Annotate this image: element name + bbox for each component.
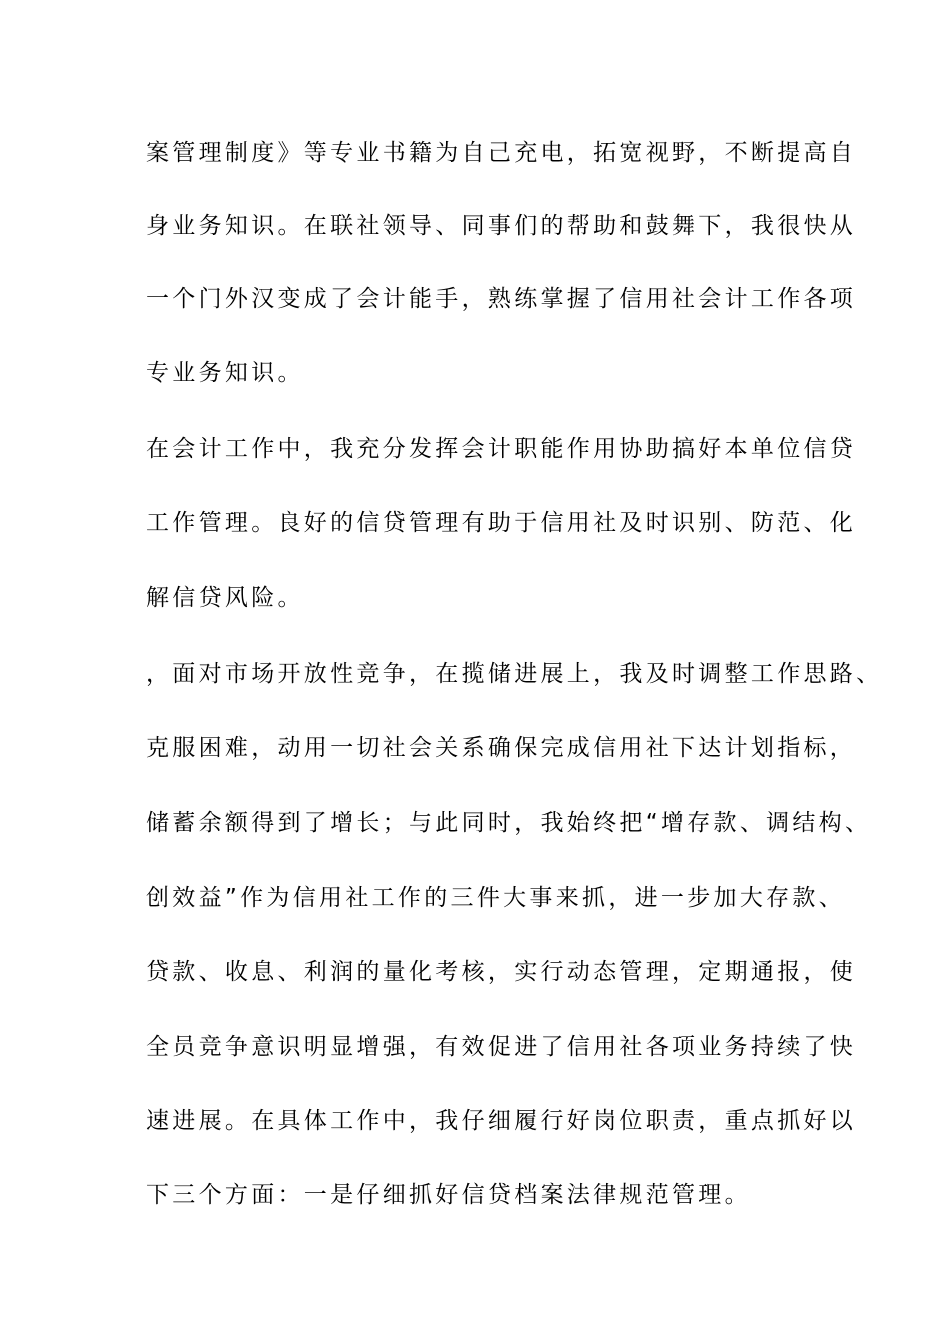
text-line: 克服困难，动用一切社会关系确保完成信用社下达计划指标， bbox=[146, 735, 857, 761]
text-line: 在会计工作中，我充分发挥会计职能作用协助搞好本单位信贷 bbox=[146, 436, 857, 462]
text-line: 解信贷风险。 bbox=[146, 585, 304, 611]
text-line: 储蓄余额得到了增长；与此同时，我始终把“增存款、调结构、 bbox=[146, 810, 872, 836]
text-line: 一个门外汉变成了会计能手，熟练掌握了信用社会计工作各项 bbox=[146, 286, 857, 312]
text-line: 速进展。在具体工作中，我仔细履行好岗位职责，重点抓好以 bbox=[146, 1108, 857, 1134]
text-line: 身业务知识。在联社领导、同事们的帮助和鼓舞下，我很快从 bbox=[146, 213, 857, 239]
text-line: 全员竞争意识明显增强，有效促进了信用社各项业务持续了快 bbox=[146, 1034, 857, 1060]
text-line: 专业务知识。 bbox=[146, 360, 304, 386]
text-line: 创效益”作为信用社工作的三件大事来抓，进一步加大存款、 bbox=[146, 885, 846, 911]
text-line: 工作管理。良好的信贷管理有助于信用社及时识别、防范、化 bbox=[146, 510, 857, 536]
text-line: 案管理制度》等专业书籍为自己充电，拓宽视野，不断提高自 bbox=[146, 140, 857, 166]
text-line: ，面对市场开放性竞争，在揽储进展上，我及时调整工作思路、 bbox=[146, 661, 883, 687]
text-line: 下三个方面：一是仔细抓好信贷档案法律规范管理。 bbox=[146, 1182, 751, 1208]
text-line: 贷款、收息、利润的量化考核，实行动态管理，定期通报，使 bbox=[146, 959, 857, 985]
